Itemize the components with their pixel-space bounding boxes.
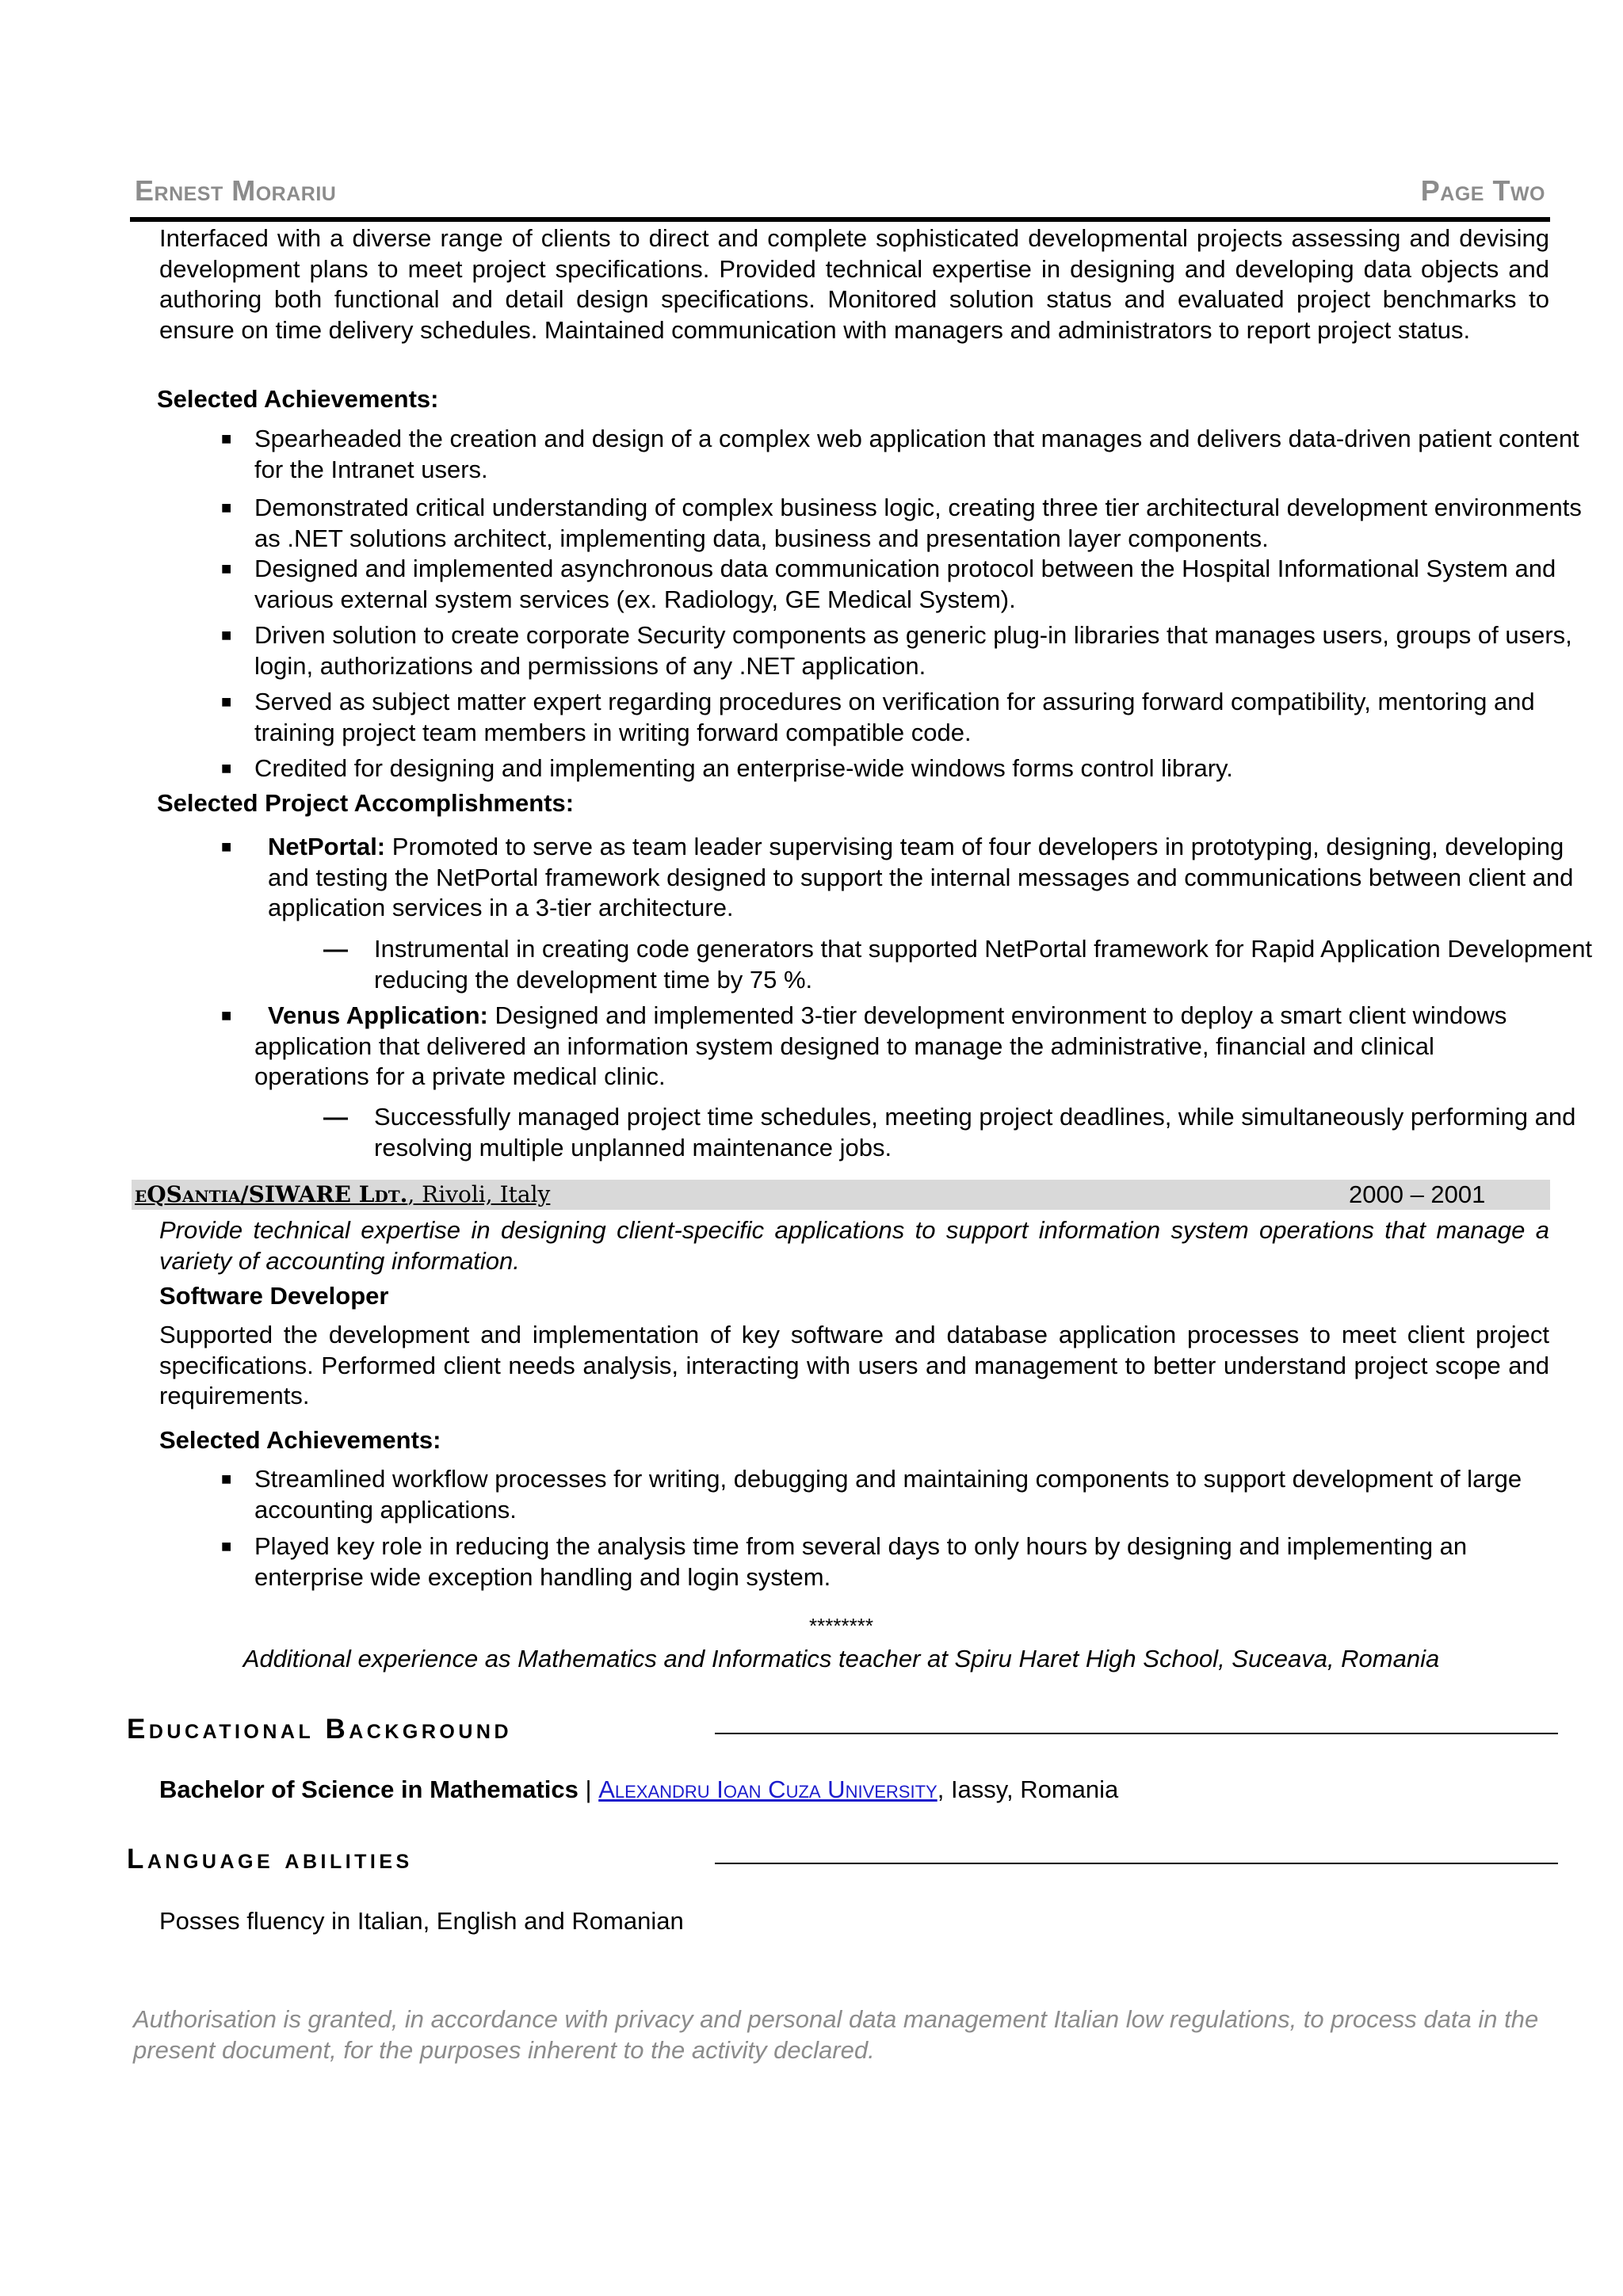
section-rule — [715, 1863, 1558, 1864]
list-item: ■ Served as subject matter expert regarding procedures on verification for assuring forward compatibility, mentoring and training project team members in writing forward compatible code. — [221, 688, 1535, 746]
bullet-icon: ■ — [221, 692, 232, 711]
bullet-icon: ■ — [221, 498, 232, 517]
job-achievements-heading: Selected Achievements: — [159, 1426, 441, 1454]
list-item: ■ Played key role in reducing the analysis time from several days to only hours by designing and implementing an enterprise wide exception handling and login system. — [221, 1532, 1468, 1591]
degree: Bachelor of Science in Mathematics — [159, 1775, 579, 1803]
university-link[interactable]: Alexandru Ioan Cuza University — [598, 1775, 938, 1803]
company-name: eQSantia/SIWARE Ldt., Rivoli, Italy — [135, 1181, 551, 1207]
company-bar — [132, 1180, 1550, 1210]
list-item: ■ Designed and implemented asynchronous data communication protocol between the Hospital Informational System and various external system services (ex. Radiology, GE Medical System). — [221, 555, 1556, 613]
job-title: Software Developer — [159, 1282, 389, 1310]
languages-text: Posses fluency in Italian, English and Romanian — [159, 1907, 684, 1935]
bullet-icon: ■ — [221, 625, 232, 645]
separator: ******** — [809, 1614, 873, 1638]
bullet-icon: ■ — [221, 837, 232, 856]
education-entry: Bachelor of Science in Mathematics | Alexandru Ioan Cuza University, Iassy, Romania — [159, 1775, 1119, 1803]
header-rule — [130, 217, 1550, 222]
list-item: ■ Driven solution to create corporate Security components as generic plug-in libraries that manages users, groups of users, login, authorizations and permissions of any .NET application. — [221, 621, 1572, 680]
dash-icon: — — [323, 935, 348, 963]
bullet-icon: ■ — [221, 1536, 232, 1556]
project-item-netportal — [221, 832, 1583, 924]
section-title-languages: Language abilities — [127, 1844, 413, 1875]
page-header — [135, 176, 1545, 208]
bullet-icon: ■ — [221, 559, 232, 578]
bullet-icon: ■ — [221, 429, 232, 448]
list-item: ■ Spearheaded the creation and design of a complex web application that manages and delivers data-driven patient content for the Intranet users. — [221, 425, 1579, 483]
section-title-education: Educational Background — [127, 1714, 513, 1745]
project-name: Venus Application: — [268, 1001, 488, 1029]
bullet-icon: ■ — [221, 1469, 232, 1489]
additional-experience: Additional experience as Mathematics and Informatics teacher at Spiru Haret High School, Suceava, Romania — [242, 1645, 1440, 1672]
achievements-heading: Selected Achievements: — [157, 385, 439, 413]
project-accomplishments-heading: Selected Project Accomplishments: — [157, 789, 575, 817]
bullet-icon: ■ — [221, 758, 232, 778]
job-summary: Provide technical expertise in designing client-specific applications to support information system operations that manage a variety of accounting information. — [159, 1216, 1549, 1275]
intro-paragraph: Interfaced with a diverse range of clients to direct and complete sophisticated developmental projects assessing and devising development plans to meet project specifications. Provided technical expertise in designing and developing data objects and authoring both functional and detail design specifications. Monitored solution status and evaluated project benchmarks to ensure on time delivery schedules. Maintained communication with managers and administrators to report project status. — [159, 224, 1549, 344]
page-label: Page Two — [1420, 174, 1545, 207]
list-item: ■ Credited for designing and implementing an enterprise-wide windows forms control library. — [221, 753, 1586, 784]
candidate-name: Ernest Morariu — [135, 174, 337, 207]
authorisation-note: Authorisation is granted, in accordance with privacy and personal data management Italian low regulations, to process data in the present document, for the purposes inherent to the activity declared. — [133, 2005, 1539, 2064]
bullet-icon: ■ — [221, 1005, 232, 1025]
list-item: ■ Streamlined workflow processes for writing, debugging and maintaining components to support development of large accounting applications. — [221, 1465, 1522, 1524]
project-sub-item: — Successfully managed project time schedules, meeting project deadlines, while simultaneously performing and resolving multiple unplanned maintenance jobs. — [323, 1103, 1576, 1161]
project-description: Promoted to serve as team leader supervising team of four developers in prototyping, designing, developing and testing the NetPortal framework designed to support the internal messages and communications between client and application services in a 3-tier architecture. — [268, 833, 1574, 921]
dash-icon: — — [323, 1103, 348, 1131]
project-sub-item: — Instrumental in creating code generators that supported NetPortal framework for Rapid Application Development reducing the development time by 75 %. — [323, 935, 1593, 994]
project-description: Designed and implemented 3-tier development environment to deploy a smart client windows application that delivered an information system designed to manage the administrative, financial and clinical operations for a private medical clinic. — [254, 1001, 1507, 1090]
project-item-venus — [221, 1001, 1554, 1093]
job-years: 2000 – 2001 — [1349, 1180, 1486, 1208]
job-description: Supported the development and implementation of key software and database application processes to meet client project specifications. Performed client needs analysis, interacting with users and management to better understand project scope and requirements. — [159, 1321, 1549, 1409]
project-name: NetPortal: — [268, 833, 386, 860]
list-item: ■ Demonstrated critical understanding of complex business logic, creating three tier architectural development environments as .NET solutions architect, implementing data, business and presentation layer components. — [221, 494, 1582, 552]
section-rule — [715, 1733, 1558, 1734]
